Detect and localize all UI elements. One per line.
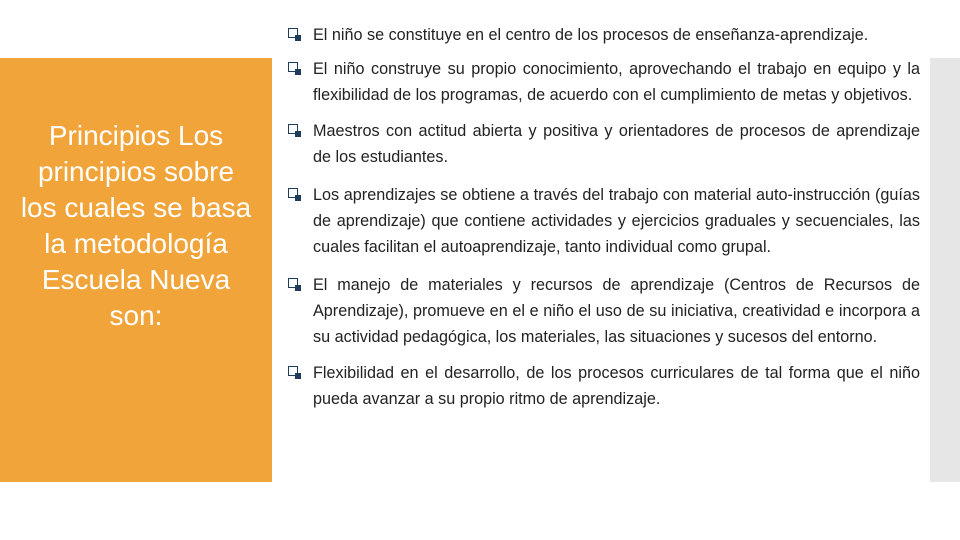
bullet-list bbox=[288, 22, 920, 412]
slide-title: Principios Los principios sobre los cuales se basa la metodología Escuela Nueva son: bbox=[20, 120, 252, 331]
side-accent-bar bbox=[930, 58, 960, 482]
bullet-item bbox=[288, 118, 920, 170]
bullet-item bbox=[288, 272, 920, 350]
checkbox-square-icon bbox=[288, 28, 298, 38]
bullet-text: El manejo de materiales y recursos de aprendizaje (Centros de Recursos de Aprendizaje), promueve en el e niño el uso de su iniciativa, creatividad e incorpora a su actividad pedagógica, los materiales, las situaciones y sucesos del entorno. bbox=[313, 276, 920, 346]
checkbox-square-icon bbox=[288, 188, 298, 198]
checkbox-square-icon bbox=[288, 278, 298, 288]
bullet-text: Flexibilidad en el desarrollo, de los procesos curriculares de tal forma que el niño pueda avanzar a su propio ritmo de aprendizaje. bbox=[313, 364, 920, 408]
bullet-text: El niño se constituye en el centro de los procesos de enseñanza-aprendizaje. bbox=[313, 26, 869, 44]
bullet-text: El niño construye su propio conocimiento, aprovechando el trabajo en equipo y la flexibilidad de los programas, de acuerdo con el cumplimiento de metas y objetivos. bbox=[313, 60, 920, 104]
bullet-item bbox=[288, 360, 920, 412]
checkbox-square-icon bbox=[288, 62, 298, 72]
bullet-text: Maestros con actitud abierta y positiva y orientadores de procesos de aprendizaje de los estudiantes. bbox=[313, 122, 920, 166]
checkbox-square-icon bbox=[288, 124, 298, 134]
bullet-item bbox=[288, 56, 920, 108]
bullet-item bbox=[288, 182, 920, 260]
checkbox-square-icon bbox=[288, 366, 298, 376]
bullet-item bbox=[288, 22, 920, 48]
bullet-text: Los aprendizajes se obtiene a través del trabajo con material auto-instrucción (guías de aprendizaje) que contiene actividades y ejercicios graduales y secuenciales, las cuales facilitan el autoaprendizaje, tanto individual como grupal. bbox=[313, 186, 920, 256]
